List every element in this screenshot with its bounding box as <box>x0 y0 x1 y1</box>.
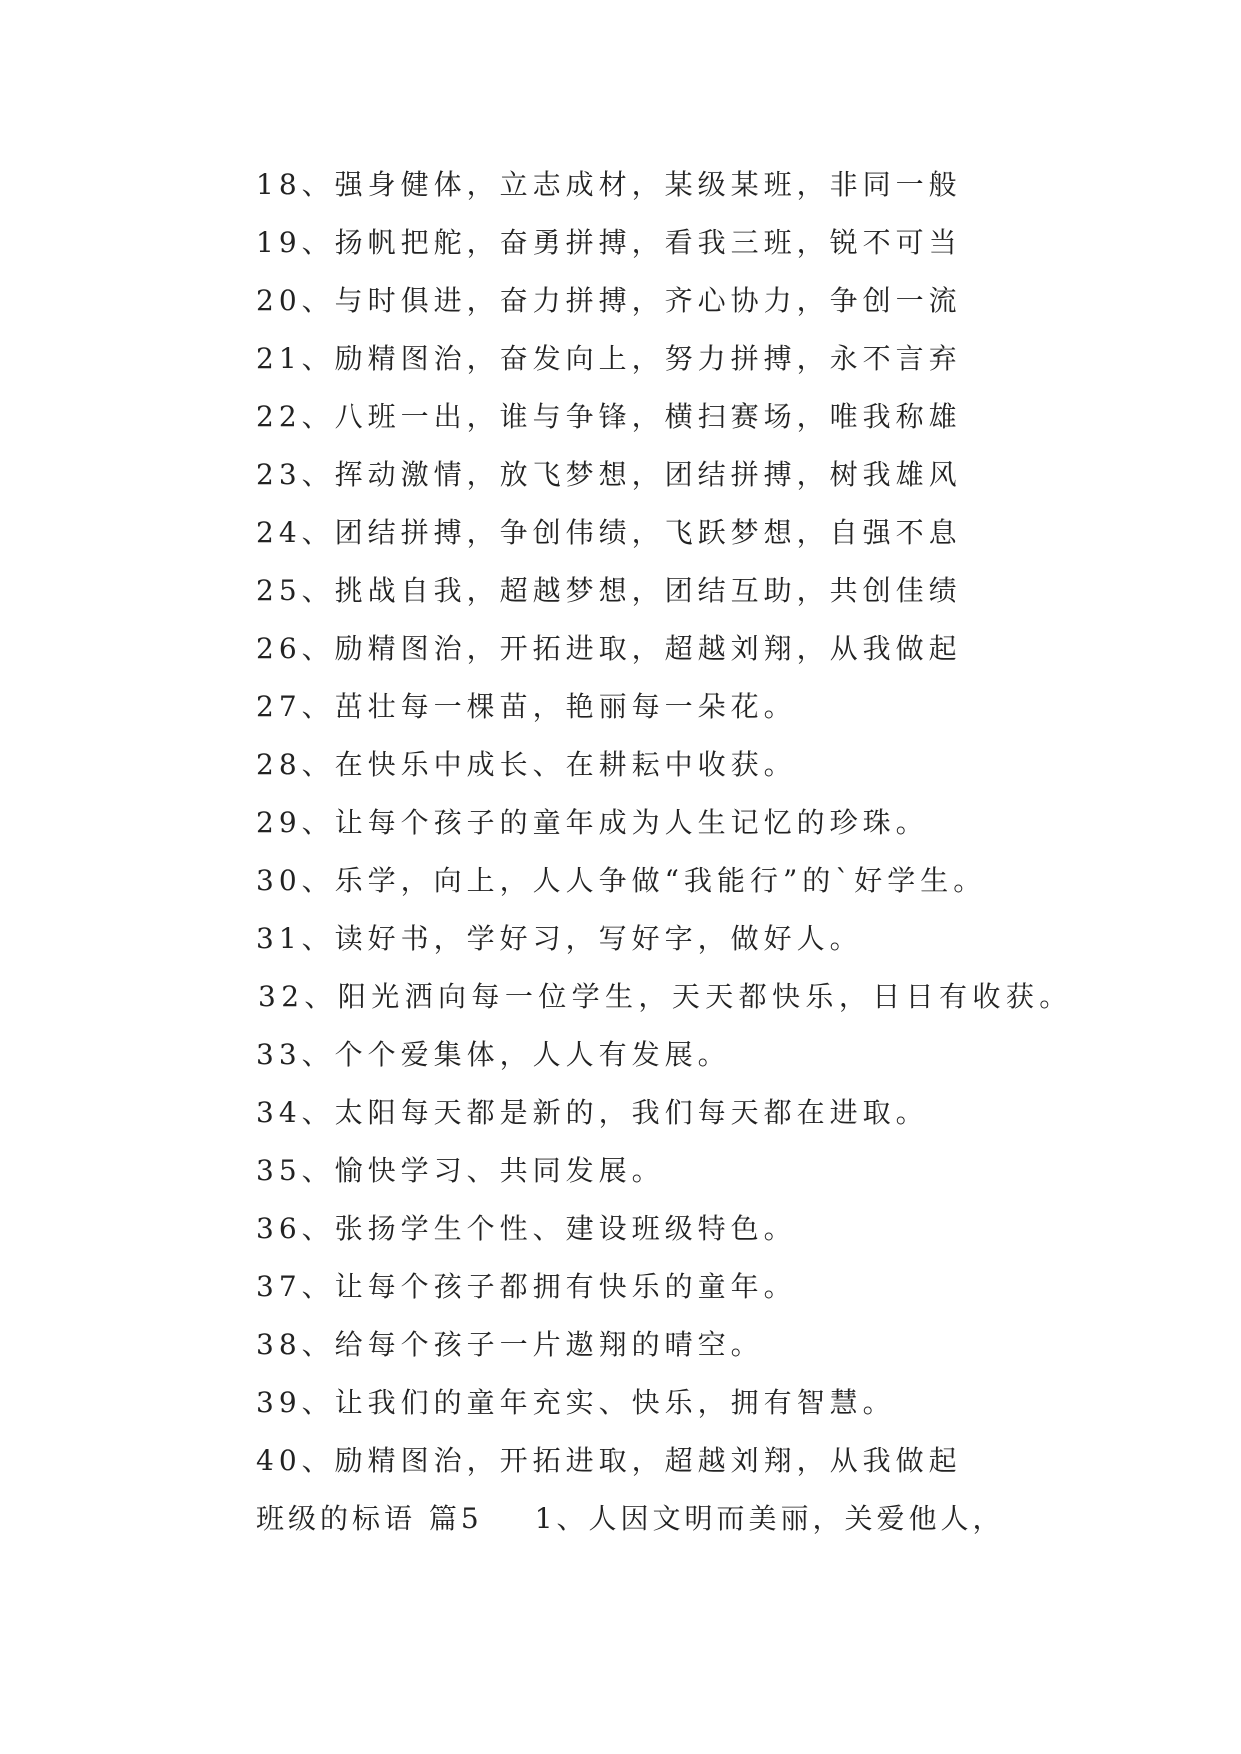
list-item: 23、挥动激情，放飞梦想，团结拼搏，树我雄风 <box>256 458 962 491</box>
list-item: 22、八班一出，谁与争锋，横扫赛场，唯我称雄 <box>256 400 962 433</box>
list-item: 25、挑战自我，超越梦想，团结互助，共创佳绩 <box>256 574 962 607</box>
list-item: 39、让我们的童年充实、快乐，拥有智慧。 <box>256 1386 896 1419</box>
list-item: 36、张扬学生个性、建设班级特色。 <box>256 1212 797 1245</box>
list-item: 19、扬帆把舵，奋勇拼搏，看我三班，锐不可当 <box>256 226 962 259</box>
list-item: 29、让每个孩子的童年成为人生记忆的珍珠。 <box>256 806 929 839</box>
list-item: 35、愉快学习、共同发展。 <box>256 1154 665 1187</box>
list-item: 21、励精图治，奋发向上，努力拼搏，永不言弃 <box>256 342 962 375</box>
list-item: 40、励精图治，开拓进取，超越刘翔，从我做起 <box>256 1444 962 1477</box>
list-item: 34、太阳每天都是新的，我们每天都在进取。 <box>256 1096 929 1129</box>
list-item: 37、让每个孩子都拥有快乐的童年。 <box>256 1270 797 1303</box>
section-heading: 班级的标语 篇5 <box>256 1502 483 1535</box>
section-line <box>256 1490 1156 1548</box>
slogan-list <box>256 156 1156 1548</box>
list-item: 33、个个爱集体，人人有发展。 <box>256 1038 731 1071</box>
list-item: 31、读好书，学好习，写好字，做好人。 <box>256 922 863 955</box>
list-item: 24、团结拼搏，争创伟绩，飞跃梦想，自强不息 <box>256 516 962 549</box>
list-item: 26、励精图治，开拓进取，超越刘翔，从我做起 <box>256 632 962 665</box>
list-item: 20、与时俱进，奋力拼搏，齐心协力，争创一流 <box>256 284 962 317</box>
list-item: 27、茁壮每一棵苗，艳丽每一朵花。 <box>256 690 797 723</box>
list-item: 38、给每个孩子一片遨翔的晴空。 <box>256 1328 764 1361</box>
list-item: 18、强身健体，立志成材，某级某班，非同一般 <box>256 168 962 201</box>
section-first-item: 1、人因文明而美丽，关爱他人， <box>534 1502 1005 1535</box>
list-item: 32、阳光洒向每一位学生，天天都快乐，日日有收获。 <box>258 980 1073 1013</box>
list-item: 30、乐学，向上，人人争做“我能行”的`好学生。 <box>256 864 987 897</box>
list-item: 28、在快乐中成长、在耕耘中收获。 <box>256 748 797 781</box>
